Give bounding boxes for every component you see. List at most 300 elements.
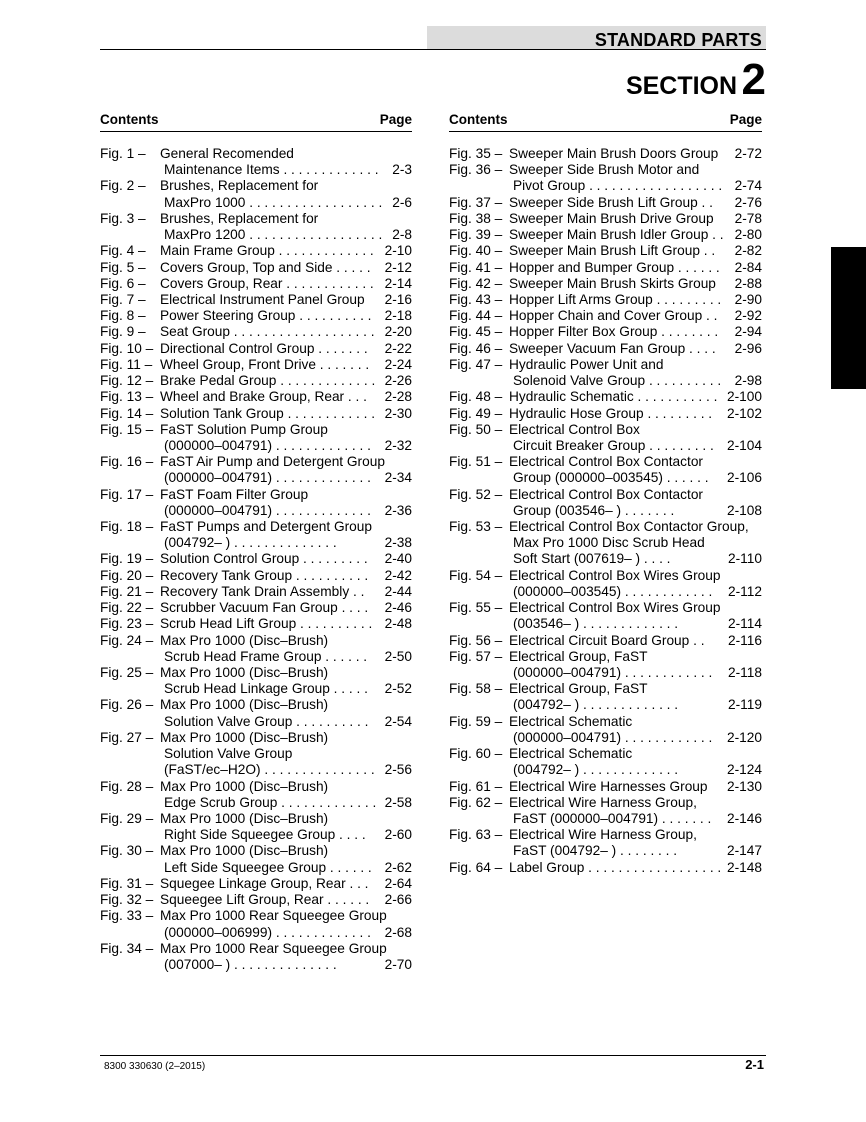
toc-entry [449,795,762,827]
toc-line [100,211,412,227]
page-ref: 2-114 [728,616,762,632]
entry-title: Electrical Wire Harness Group, [509,794,697,810]
page-ref: 2-34 [384,470,412,486]
toc-entry [449,292,762,308]
toc-line [449,324,762,340]
page-ref: 2-20 [384,324,412,340]
entry-title: Electrical Schematic [509,746,633,762]
toc-entry [449,406,762,422]
figure-label: Fig. 29 – [100,810,154,826]
figure-label: Fig. 39 – [449,227,503,243]
page-ref: 2-42 [384,567,412,583]
entry-title: Electrical Control Box Contactor [509,486,703,502]
section-title [625,55,766,104]
toc-line [100,584,412,600]
page-ref: 2-30 [384,405,412,421]
toc-line [449,406,762,422]
toc-line [449,357,762,373]
toc-entry [449,389,762,405]
entry-title: (000000–006999) . . . . . . . . . . . . . [164,924,371,940]
entry-title: Sweeper Main Brush Idler Group . . [509,227,724,243]
figure-label: Fig. 45 – [449,324,503,340]
toc-list-right [449,146,762,876]
entry-title: Solution Tank Group . . . . . . . . . . . . [160,405,376,421]
entry-title: Electrical Control Box Contactor Group, [509,519,749,535]
entry-title: (004792– ) . . . . . . . . . . . . . [513,697,679,713]
entry-title: Sweeper Main Brush Drive Group [509,210,714,226]
toc-line [449,779,762,795]
toc-entry [100,178,412,210]
page-ref: 2-38 [384,535,412,551]
toc-entry [449,633,762,649]
toc-line [100,665,412,681]
toc-line [449,665,762,681]
entry-title: (000000–003545) . . . . . . . . . . . . [513,583,713,599]
toc-entry [100,260,412,276]
entry-title: Electrical Instrument Panel Group [160,291,365,307]
entry-title: MaxPro 1200 . . . . . . . . . . . . . . . . . . [164,227,383,243]
page-ref: 2-6 [392,194,412,210]
entry-title: Brake Pedal Group . . . . . . . . . . . . . [160,373,376,389]
page-ref: 2-26 [384,373,412,389]
page-ref: 2-94 [734,324,762,340]
entry-title: Electrical Wire Harness Group, [509,827,697,843]
toc-entry [100,941,412,973]
figure-label: Fig. 59 – [449,713,503,729]
entry-title: Solenoid Valve Group . . . . . . . . . . [513,373,722,389]
entry-title: Hopper and Bumper Group . . . . . . [509,259,720,275]
figure-label: Fig. 46 – [449,340,503,356]
toc-line [100,406,412,422]
toc-line [100,470,412,486]
toc-line [449,373,762,389]
toc-entry [449,357,762,389]
toc-line [100,925,412,941]
page-ref: 2-50 [384,648,412,664]
toc-line [449,211,762,227]
toc-entry [449,860,762,876]
toc-line [100,697,412,713]
page-heading: Page [379,112,412,127]
toc-line [100,454,412,470]
toc-line [449,811,762,827]
page-ref: 2-46 [384,600,412,616]
page-ref: 2-3 [392,162,412,178]
toc-line [100,779,412,795]
toc-entry [449,195,762,211]
toc-line [449,697,762,713]
entry-title: Max Pro 1000 (Disc–Brush) [160,843,329,859]
page-ref: 2-40 [384,551,412,567]
page-ref: 2-120 [726,729,762,745]
entry-title: Sweeper Main Brush Lift Group . . [509,243,716,259]
entry-title: Max Pro 1000 (Disc–Brush) [160,729,329,745]
figure-label: Fig. 4 – [100,243,146,259]
entry-title: (FaST/ec–H2O) . . . . . . . . . . . . . . . [164,762,375,778]
figure-label: Fig. 2 – [100,178,146,194]
entry-title: Solution Control Group . . . . . . . . . [160,551,368,567]
page-ref: 2-58 [384,794,412,810]
entry-title: Covers Group, Top and Side . . . . . [160,259,371,275]
toc-entry [449,146,762,162]
page-ref: 2-98 [734,373,762,389]
toc-line [100,519,412,535]
toc-line [449,519,762,535]
toc-line [100,260,412,276]
entry-title: Hopper Lift Arms Group . . . . . . . . . [509,291,722,307]
header-rule [100,49,766,50]
entry-title: Max Pro 1000 Disc Scrub Head [513,535,705,551]
figure-label: Fig. 31 – [100,875,154,891]
figure-label: Fig. 42 – [449,275,503,291]
toc-line [100,941,412,957]
entry-title: Max Pro 1000 Rear Squeegee Group [160,908,387,924]
page-ref: 2-60 [384,827,412,843]
toc-line [100,276,412,292]
toc-entry [449,276,762,292]
toc-line [100,162,412,178]
figure-label: Fig. 24 – [100,632,154,648]
toc-entry [449,568,762,600]
entry-title: Squeegee Lift Group, Rear . . . . . . [160,892,370,908]
toc-line [100,616,412,632]
page-ref: 2-82 [734,243,762,259]
toc-line [100,195,412,211]
toc-line [449,551,762,567]
entry-title: (000000–004791) . . . . . . . . . . . . . [164,437,371,453]
toc-line [449,600,762,616]
toc-line [449,827,762,843]
toc-entry [100,843,412,875]
figure-label: Fig. 49 – [449,405,503,421]
toc-entry [100,308,412,324]
page-heading: Page [729,112,762,127]
entry-title: Hydraulic Hose Group . . . . . . . . . [509,405,713,421]
toc-line [449,260,762,276]
figure-label: Fig. 55 – [449,600,503,616]
figure-label: Fig. 26 – [100,697,154,713]
column-header [100,112,412,132]
entry-title: Hopper Filter Box Group . . . . . . . . [509,324,719,340]
page-ref: 2-64 [384,875,412,891]
page-ref: 2-110 [728,551,762,567]
entry-title: Seat Group . . . . . . . . . . . . . . . . . . . [160,324,375,340]
figure-label: Fig. 14 – [100,405,154,421]
figure-label: Fig. 11 – [100,356,153,372]
toc-line [449,584,762,600]
toc-entry [100,389,412,405]
toc-line [449,487,762,503]
page-ref: 2-44 [384,583,412,599]
figure-label: Fig. 44 – [449,308,503,324]
page-ref: 2-52 [384,681,412,697]
toc-line [449,470,762,486]
toc-line [449,730,762,746]
page-ref: 2-112 [728,583,762,599]
entry-title: Sweeper Side Brush Lift Group . . [509,194,713,210]
entry-title: Hydraulic Power Unit and [509,356,664,372]
toc-line [449,503,762,519]
figure-label: Fig. 9 – [100,324,146,340]
toc-entry [100,697,412,729]
toc-entry [100,292,412,308]
toc-entry [100,373,412,389]
toc-line [100,146,412,162]
toc-line [100,908,412,924]
toc-entry [449,649,762,681]
figure-label: Fig. 57 – [449,648,503,664]
figure-label: Fig. 43 – [449,291,503,307]
toc-entry [100,811,412,843]
toc-line [100,795,412,811]
page-ref: 2-96 [734,340,762,356]
toc-line [100,373,412,389]
page-number: 2-1 [745,1057,764,1072]
entry-title: Hopper Chain and Cover Group . . [509,308,718,324]
entry-title: Max Pro 1000 Rear Squeegee Group [160,940,387,956]
entry-title: FaST Solution Pump Group [160,421,328,437]
toc-line [100,568,412,584]
figure-label: Fig. 13 – [100,389,154,405]
toc-entry [449,260,762,276]
entry-title: Max Pro 1000 (Disc–Brush) [160,665,329,680]
entry-title: Wheel and Brake Group, Rear . . . [160,389,367,405]
toc-line [100,487,412,503]
entry-title: Electrical Schematic [509,713,633,729]
entry-title: Solution Valve Group [164,746,293,762]
figure-label: Fig. 54 – [449,567,503,583]
figure-label: Fig. 8 – [100,308,146,324]
entry-title: Sweeper Side Brush Motor and [509,162,700,178]
figure-label: Fig. 33 – [100,908,154,924]
figure-label: Fig. 36 – [449,162,503,178]
toc-entry [449,454,762,486]
page-ref: 2-22 [384,340,412,356]
figure-label: Fig. 28 – [100,778,154,794]
figure-label: Fig. 27 – [100,729,154,745]
figure-label: Fig. 41 – [449,259,503,275]
figure-label: Fig. 60 – [449,746,503,762]
entry-title: Label Group . . . . . . . . . . . . . . . . . . [509,859,722,875]
toc-line [449,746,762,762]
toc-entry [449,714,762,746]
toc-entry [100,406,412,422]
toc-line [449,422,762,438]
toc-entry [100,211,412,243]
figure-label: Fig. 35 – [449,146,503,161]
toc-entry [100,454,412,486]
entry-title: Sweeper Vacuum Fan Group . . . . [509,340,716,356]
entry-title: (004792– ) . . . . . . . . . . . . . [513,762,679,778]
page-ref: 2-56 [384,762,412,778]
toc-line [449,795,762,811]
toc-line [100,503,412,519]
page-ref: 2-18 [384,308,412,324]
page-ref: 2-48 [384,616,412,632]
entry-title: Circuit Breaker Group . . . . . . . . . [513,437,714,453]
toc-entry [449,681,762,713]
contents-heading: Contents [449,112,508,127]
figure-label: Fig. 63 – [449,827,503,843]
toc-entry [100,779,412,811]
toc-entry [449,746,762,778]
toc-line [449,308,762,324]
figure-label: Fig. 51 – [449,454,503,470]
section-word: SECTION [625,72,738,100]
page-ref: 2-78 [734,210,762,226]
toc-line [449,178,762,194]
entry-title: Electrical Control Box Wires Group [509,600,721,616]
page-ref: 2-24 [384,356,412,372]
page-ref: 2-62 [384,859,412,875]
section-tab-marker [831,247,866,389]
entry-title: Scrub Head Lift Group . . . . . . . . . . [160,616,373,632]
entry-title: FaST (000000–004791) . . . . . . . [513,810,712,826]
entry-title: (004792– ) . . . . . . . . . . . . . . [164,535,337,551]
page-ref: 2-100 [726,389,762,405]
figure-label: Fig. 30 – [100,843,154,859]
toc-line [449,292,762,308]
toc-line [449,714,762,730]
entry-title: Brushes, Replacement for [160,178,319,194]
toc-line [100,876,412,892]
page-ref: 2-90 [734,291,762,307]
figure-label: Fig. 19 – [100,551,154,567]
entry-title: (007000– ) . . . . . . . . . . . . . . [164,956,337,972]
toc-line [449,341,762,357]
toc-line [100,730,412,746]
toc-line [449,454,762,470]
figure-label: Fig. 64 – [449,859,503,875]
page-ref: 2-8 [392,227,412,243]
page-ref: 2-16 [384,291,412,307]
toc-line [449,389,762,405]
figure-label: Fig. 20 – [100,567,154,583]
entry-title: FaST Foam Filter Group [160,486,309,502]
toc-line [449,681,762,697]
toc-list-left [100,146,412,973]
figure-label: Fig. 62 – [449,794,503,810]
entry-title: Wheel Group, Front Drive . . . . . . . [160,356,370,372]
toc-line [100,827,412,843]
toc-entry [100,243,412,259]
figure-label: Fig. 56 – [449,632,503,648]
toc-entry [449,600,762,632]
page-ref: 2-88 [734,275,762,291]
figure-label: Fig. 12 – [100,373,154,389]
entry-title: Max Pro 1000 (Disc–Brush) [160,810,329,826]
figure-label: Fig. 52 – [449,486,503,502]
entry-title: Right Side Squeegee Group . . . . [164,827,366,843]
page-ref: 2-80 [734,227,762,243]
toc-line [449,227,762,243]
figure-label: Fig. 1 – [100,146,146,161]
toc-entry [449,227,762,243]
figure-label: Fig. 61 – [449,778,503,794]
toc-entry [449,308,762,324]
toc-line [100,811,412,827]
entry-title: Pivot Group . . . . . . . . . . . . . . . . . . [513,178,723,194]
entry-title: Scrub Head Linkage Group . . . . . [164,681,368,697]
page-ref: 2-116 [728,632,762,648]
figure-label: Fig. 3 – [100,210,146,226]
toc-line [100,681,412,697]
toc-entry [449,162,762,194]
page-ref: 2-70 [384,956,412,972]
figure-label: Fig. 5 – [100,259,146,275]
toc-entry [100,616,412,632]
entry-title: Squegee Linkage Group, Rear . . . [160,875,369,891]
entry-title: (003546– ) . . . . . . . . . . . . . [513,616,679,632]
entry-title: Main Frame Group . . . . . . . . . . . . . [160,243,374,259]
page-ref: 2-130 [726,778,762,794]
toc-entry [100,665,412,697]
entry-title: FaST Pumps and Detergent Group [160,519,373,535]
entry-title: Solution Valve Group . . . . . . . . . . [164,713,369,729]
entry-title: Electrical Group, FaST [509,681,648,697]
toc-entry [100,551,412,567]
section-number: 2 [741,55,766,104]
toc-line [100,422,412,438]
entry-title: Scrubber Vacuum Fan Group . . . . [160,600,369,616]
toc-line [449,276,762,292]
page-ref: 2-104 [726,437,762,453]
entry-title: (000000–004791) . . . . . . . . . . . . . [164,470,371,486]
toc-entry [100,600,412,616]
toc-entry [100,276,412,292]
figure-label: Fig. 40 – [449,243,503,259]
entry-title: (000000–004791) . . . . . . . . . . . . [513,665,713,680]
entry-title: Edge Scrub Group . . . . . . . . . . . . . [164,794,377,810]
entry-title: Electrical Circuit Board Group . . [509,632,705,648]
footer-rule [100,1055,766,1056]
toc-entry [449,422,762,454]
entry-title: Recovery Tank Group . . . . . . . . . . [160,567,369,583]
column-header [449,112,762,132]
toc-line [449,162,762,178]
toc-line [100,292,412,308]
contents-column-left [100,112,412,973]
toc-line [449,762,762,778]
page-ref: 2-92 [734,308,762,324]
toc-line [100,649,412,665]
toc-entry [100,876,412,892]
toc-entry [100,146,412,178]
figure-label: Fig. 25 – [100,665,154,680]
page-ref: 2-147 [726,843,762,859]
page-ref: 2-74 [734,178,762,194]
toc-entry [100,519,412,551]
toc-entry [449,519,762,568]
entry-title: Group (000000–003545) . . . . . . [513,470,709,486]
entry-title: General Recomended [160,146,294,161]
entry-title: Recovery Tank Drain Assembly . . [160,583,365,599]
toc-line [449,438,762,454]
entry-title: Covers Group, Rear . . . . . . . . . . . . [160,275,374,291]
entry-title: Hydraulic Schematic . . . . . . . . . . . [509,389,718,405]
page-ref: 2-108 [726,502,762,518]
toc-line [100,324,412,340]
toc-entry [100,487,412,519]
entry-title: Left Side Squeegee Group . . . . . . [164,859,372,875]
toc-entry [100,892,412,908]
toc-line [449,568,762,584]
entry-title: Electrical Control Box Wires Group [509,567,721,583]
figure-label: Fig. 21 – [100,583,154,599]
toc-line [449,195,762,211]
page-ref: 2-12 [384,259,412,275]
page-ref: 2-32 [384,437,412,453]
